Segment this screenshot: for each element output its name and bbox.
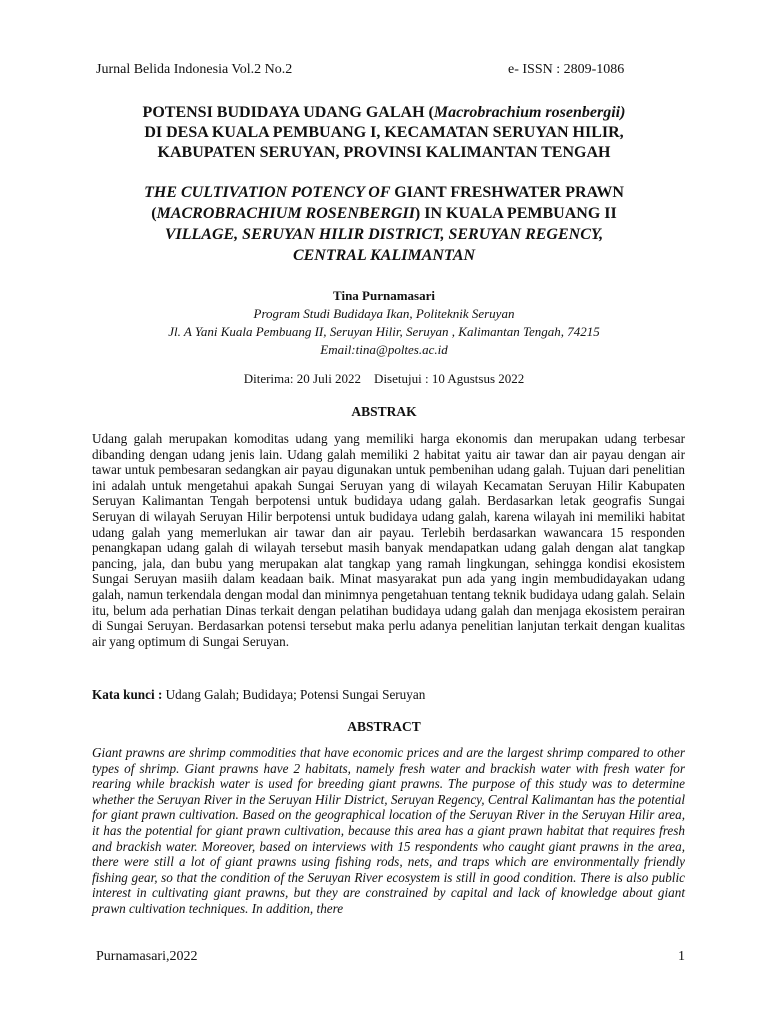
title-id-line-3: KABUPATEN SERUYAN, PROVINSI KALIMANTAN TENGAH bbox=[157, 144, 611, 161]
title-id-line-2: DI DESA KUALA PEMBUANG I, KECAMATAN SERUYAN HILIR, bbox=[144, 124, 624, 141]
author-name: Tina Purnamasari bbox=[333, 288, 435, 303]
keywords-value: Udang Galah; Budidaya; Potensi Sungai Seruyan bbox=[162, 687, 426, 702]
title-en-line-3: VILLAGE, SERUYAN HILIR DISTRICT, SERUYAN REGENCY, bbox=[164, 226, 604, 243]
abstrak-text: Udang galah merupakan komoditas udang yang memiliki harga ekonomis dan merupakan udang terbesar dibanding dengan udang jenis lain. Udang galah memiliki 2 habitat yaitu air tawar dan air payau dengan air tawar untuk pembesaran sedangkan air payau digunakan untuk pembenihan udang galah. Tujuan dari penelitian ini adalah untuk mengetahui apakah Sungai Seruyan yang di wilayah Kecamatan Seruyan Hilir Kabupaten Seruyan Kalimantan Tengah berpotensi untuk budidaya udang galah. Berdasarkan letak geografis Sungai Seruyan di wilayah Seruyan Hilir berpotensi untuk budidaya udang galah, karena wilayah ini memiliki habitat udang galah yang memerlukan air tawar dan air payau. Terlebih berdasarkan wawancara 15 responden penangkapan udang galah di wilayah tersebut masih banyak mendapatkan udang galah dengan alat tangkap pancing, jala, dan bubu yang merupakan alat tangkap yang ramah lingkungan, sehingga kondisi ekosistem Sungai Seruyan masiih dalam keadaan baik. Minat masyarakat pun ada yang ingin membudidayakan udang galah, namun terkendala dengan modal dan minimnya pengetahuan tentang teknik budidaya udang galah. Selain itu, belum ada perhatian Dinas terkait dengan pelatihan budidaya udang galah dan menjaga ekosistem perairan di Sungai Seruyan. Berdasarkan potensi tersebut maka perlu adanya penelitian lanjutan terkait dengan kualitas air yang optimum di Sungai Seruyan. bbox=[92, 431, 685, 649]
author-block bbox=[80, 287, 688, 359]
keywords-label: Kata kunci : bbox=[92, 687, 163, 702]
journal-name: Jurnal Belida Indonesia Vol.2 No.2 bbox=[96, 62, 293, 77]
title-id-line-1: POTENSI BUDIDAYA UDANG GALAH (Macrobrachium rosenbergii) bbox=[142, 104, 626, 121]
title-en-line-1: THE CULTIVATION POTENCY OF GIANT FRESHWATER PRAWN bbox=[144, 184, 624, 201]
title-indonesian bbox=[80, 103, 688, 163]
submission-dates: Diterima: 20 Juli 2022 Disetujui : 10 Agustsus 2022 bbox=[243, 371, 525, 386]
footer-author-year: Purnamasari,2022 bbox=[96, 949, 198, 964]
abstract-heading: ABSTRACT bbox=[347, 719, 421, 734]
keywords-line bbox=[92, 687, 425, 703]
author-program: Program Studi Budidaya Ikan, Politeknik Seruyan bbox=[253, 306, 515, 321]
page-number: 1 bbox=[678, 949, 685, 964]
title-id-species: Macrobrachium rosenbergii) bbox=[433, 104, 626, 121]
journal-issn: e- ISSN : 2809-1086 bbox=[508, 62, 625, 77]
author-email: Email:tina@poltes.ac.id bbox=[320, 342, 448, 357]
title-english bbox=[96, 182, 672, 266]
author-address: Jl. A Yani Kuala Pembuang II, Seruyan Hilir, Seruyan , Kalimantan Tengah, 74215 bbox=[168, 324, 600, 339]
title-en-line-2: (MACROBRACHIUM ROSENBERGII) IN KUALA PEMBUANG II bbox=[151, 205, 617, 222]
abstract-text: Giant prawns are shrimp commodities that have economic prices and are the largest shrimp compared to other types of shrimp. Giant prawns have 2 habitats, namely fresh water and brackish water with fresh water for rearing while brackish water is used for breeding giant prawns. The purpose of this study was to determine whether the Seruyan River in the Seruyan Hilir District, Seruyan Regency, Central Kalimantan has the potential for giant prawn cultivation. Based on the geographical location of the Seruyan River in the Seruyan Hilir area, it has the potential for giant prawn cultivation, because this area has a giant prawn habitat that requires fresh and brackish water. Moreover, based on interviews with 15 respondents who caught giant prawns in the area, there were still a lot of giant prawns using fishing rods, nets, and traps which are environmentally friendly fishing gear, so that the condition of the Seruyan River ecosystem is still in good condition. There is also public interest in cultivating giant prawns, but they are constrained by capital and lack of knowledge about giant prawn cultivation techniques. In addition, there bbox=[92, 745, 685, 916]
title-en-line-4: CENTRAL KALIMANTAN bbox=[292, 247, 476, 264]
abstrak-heading: ABSTRAK bbox=[351, 404, 417, 419]
